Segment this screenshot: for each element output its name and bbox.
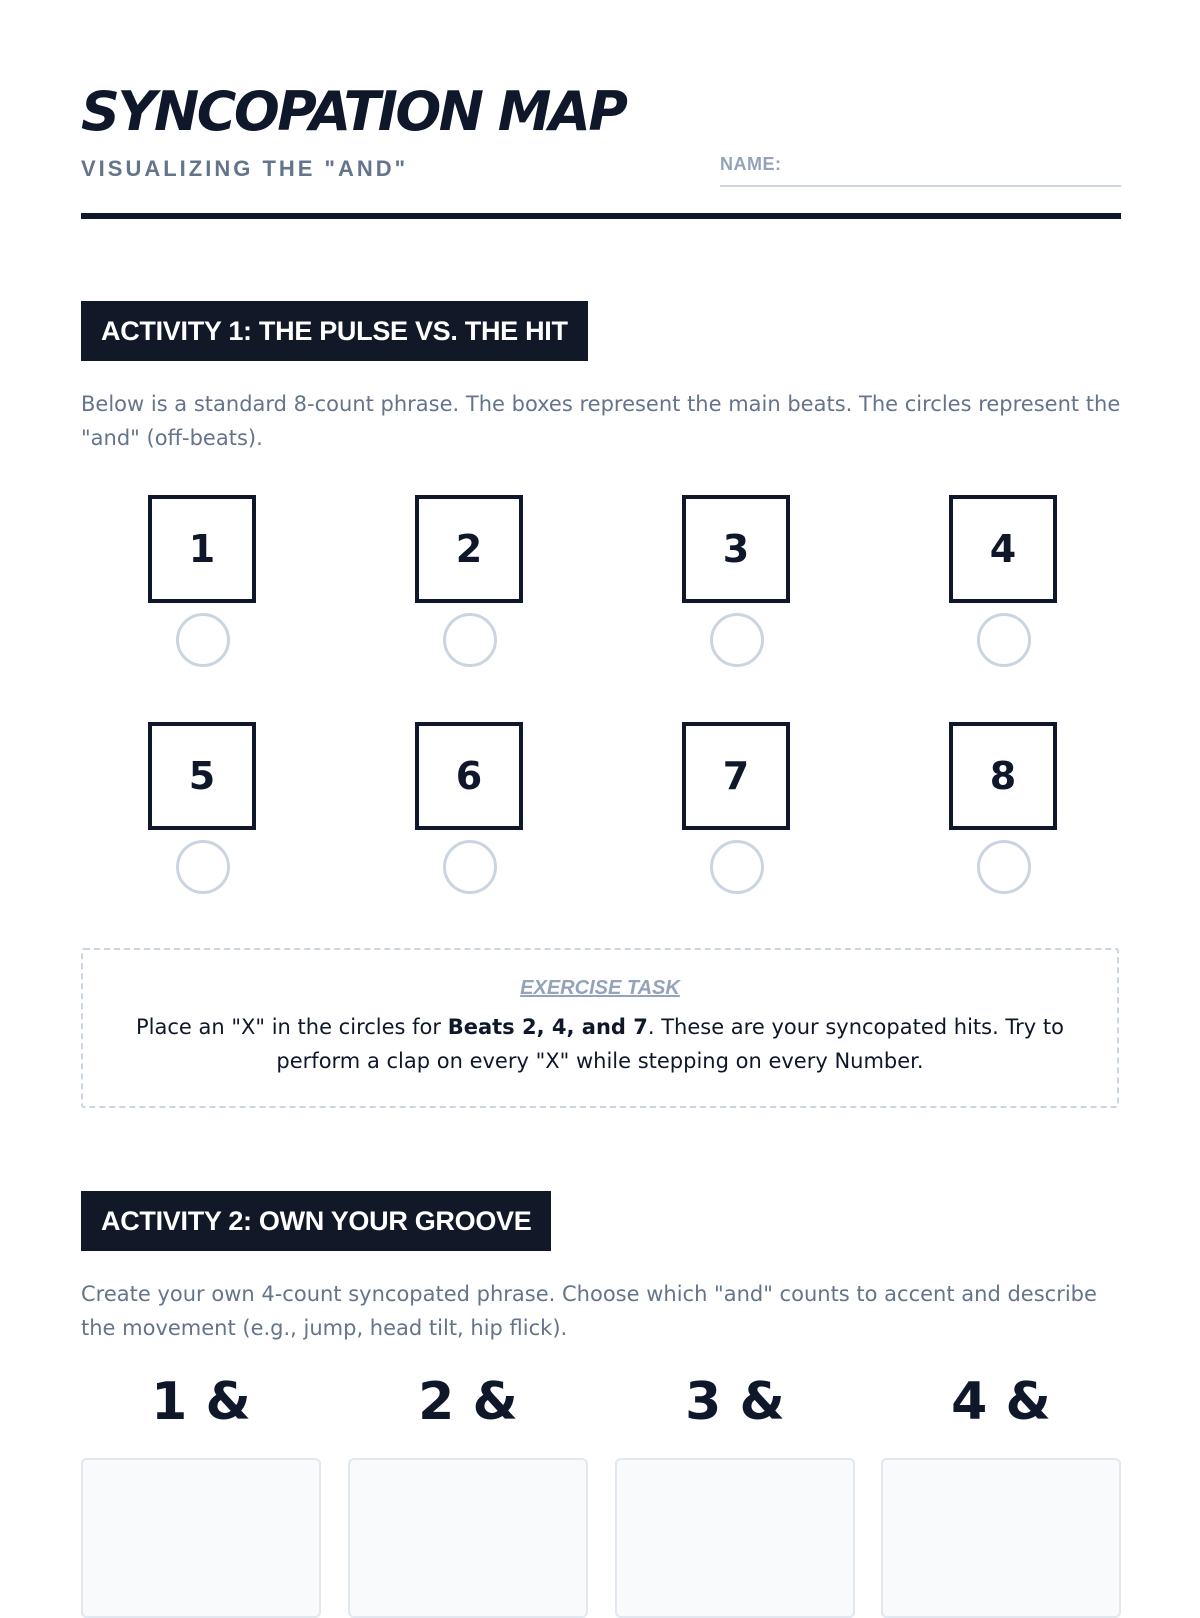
count-label: 1 & <box>151 1372 251 1432</box>
offbeat-circle[interactable] <box>710 840 764 894</box>
beat-box: 5 <box>148 722 256 830</box>
count-answer-box[interactable] <box>81 1458 321 1618</box>
page-subtitle: VISUALIZING THE "AND" <box>81 156 409 181</box>
page-title: SYNCOPATION MAP <box>81 80 626 143</box>
header-divider <box>81 213 1121 219</box>
exercise-task-box <box>81 948 1119 1108</box>
offbeat-circle[interactable] <box>443 613 497 667</box>
beat-box: 6 <box>415 722 523 830</box>
count-label: 4 & <box>951 1372 1051 1432</box>
beat-box: 1 <box>148 495 256 603</box>
count-label: 3 & <box>685 1372 785 1432</box>
count-label: 2 & <box>418 1372 518 1432</box>
exercise-task-label: EXERCISE TASK <box>520 977 680 999</box>
offbeat-circle[interactable] <box>977 840 1031 894</box>
beat-box: 7 <box>682 722 790 830</box>
exercise-task-text-intro: Place an "X" in the circles for <box>135 1015 448 1039</box>
activity-1-heading: ACTIVITY 1: THE PULSE VS. THE HIT <box>81 301 588 361</box>
count-answer-box[interactable] <box>348 1458 588 1618</box>
beat-box: 2 <box>415 495 523 603</box>
name-label: NAME: <box>720 154 782 174</box>
count-answer-box[interactable] <box>615 1458 855 1618</box>
exercise-task-text-instructions: . These are your syncopated hits. Try to perform a clap on every "X" while stepping on every Number. <box>276 1015 1064 1073</box>
offbeat-circle[interactable] <box>977 613 1031 667</box>
exercise-task-text-beats: Beats 2, 4, and 7 <box>447 1015 648 1039</box>
worksheet-page <box>81 0 1121 1600</box>
activity-2-description: Create your own 4-count syncopated phrase. Choose which "and" counts to accent and describe the movement (e.g., jump, head tilt, hip flick). <box>81 1282 1097 1340</box>
offbeat-circle[interactable] <box>176 840 230 894</box>
offbeat-circle[interactable] <box>176 613 230 667</box>
beat-box: 4 <box>949 495 1057 603</box>
offbeat-circle[interactable] <box>710 613 764 667</box>
name-field[interactable] <box>720 150 1121 187</box>
beat-box: 3 <box>682 495 790 603</box>
activity-1-description: Below is a standard 8-count phrase. The boxes represent the main beats. The circles represent the "and" (off-beats). <box>81 392 1121 450</box>
exercise-task-text <box>123 1010 1077 1078</box>
beat-box: 8 <box>949 722 1057 830</box>
offbeat-circle[interactable] <box>443 840 497 894</box>
activity-2-heading: ACTIVITY 2: OWN YOUR GROOVE <box>81 1191 551 1251</box>
count-answer-box[interactable] <box>881 1458 1121 1618</box>
